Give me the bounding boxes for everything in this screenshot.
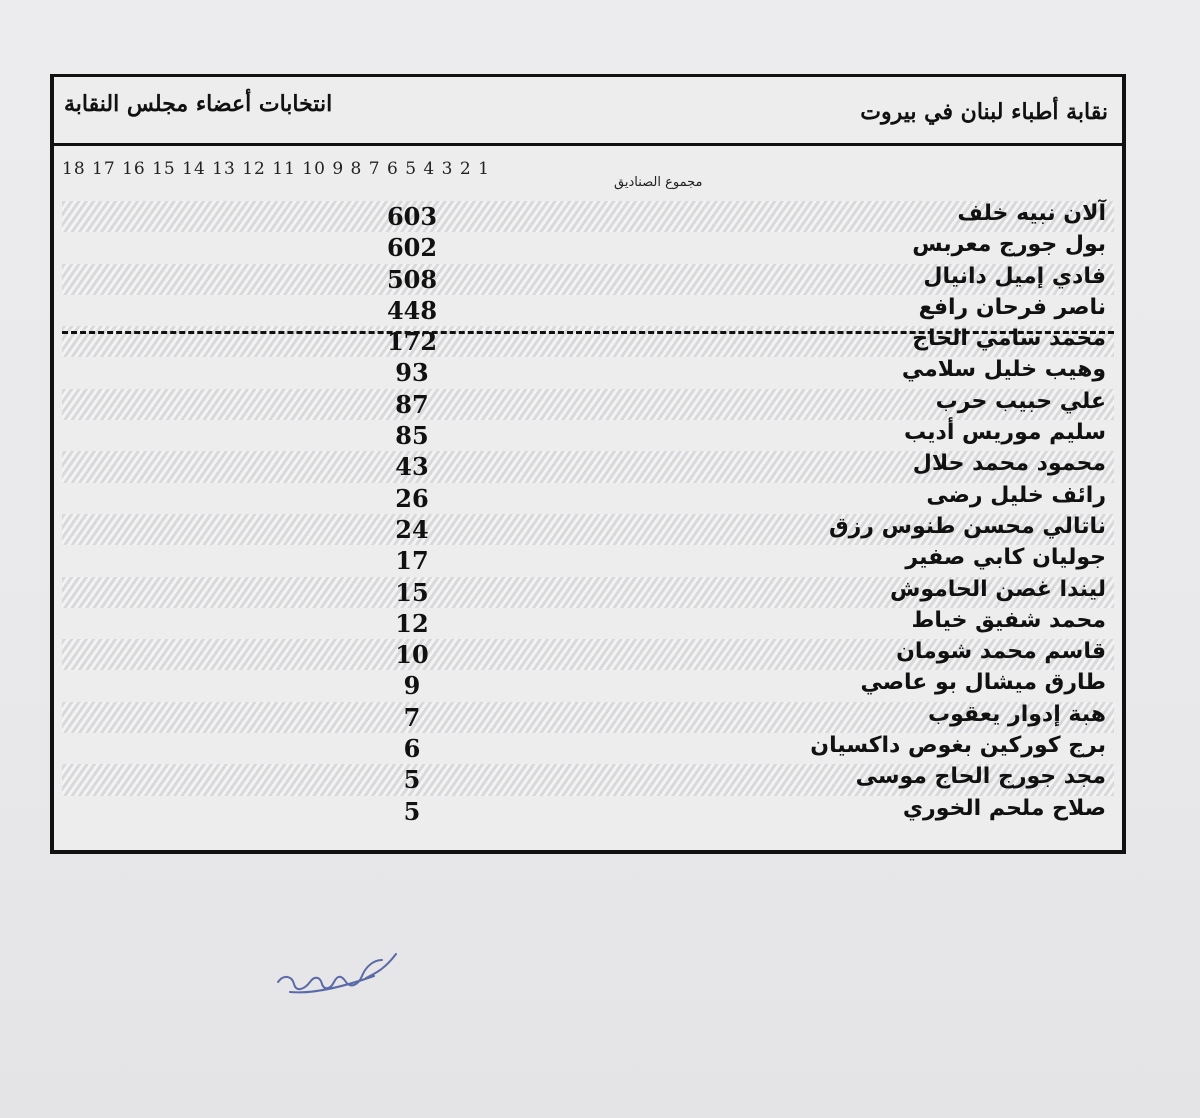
candidate-name: محمد سامي الحاج (912, 326, 1106, 352)
candidate-votes: 87 (395, 389, 429, 419)
table-row (62, 295, 1114, 326)
table-row (62, 264, 1114, 295)
candidate-name: جوليان كابي صفير (905, 545, 1106, 571)
candidate-name: فادي إميل دانيال (923, 263, 1106, 289)
signature (270, 930, 410, 1020)
candidate-name: مجد جورج الحاج موسى (855, 764, 1106, 790)
table-row (62, 357, 1114, 388)
candidate-votes: 603 (386, 202, 438, 231)
table-row (62, 639, 1114, 670)
candidate-list (62, 201, 1114, 827)
candidate-name: محمد شفيق خياط (911, 607, 1106, 633)
candidate-name: ليندا غصن الحاموش (890, 576, 1106, 602)
ballot-box-numbers: 18 17 16 15 14 13 12 11 10 9 8 7 6 5 4 3 2 1 (62, 159, 490, 179)
candidate-name: ناصر فرحان رافع (918, 294, 1106, 320)
table-row (62, 420, 1114, 451)
table-row (62, 514, 1114, 545)
table-row (62, 483, 1114, 514)
candidate-votes: 10 (395, 640, 429, 670)
table-row (62, 545, 1114, 576)
candidate-name: رائف خليل رضى (926, 482, 1106, 508)
candidate-votes: 448 (386, 295, 438, 325)
candidate-votes: 12 (395, 608, 429, 638)
candidate-name: طارق ميشال بو عاصي (860, 670, 1106, 696)
candidate-votes: 172 (386, 327, 438, 357)
table-row (62, 702, 1114, 733)
candidate-votes: 602 (386, 233, 438, 263)
candidate-name: بول جورج معربس (912, 232, 1106, 258)
candidate-name: علي حبيب حرب (935, 388, 1106, 414)
table-row (62, 796, 1114, 827)
candidate-votes: 17 (395, 546, 429, 576)
candidate-votes: 5 (403, 796, 421, 826)
candidate-name: هبة إدوار يعقوب (927, 701, 1106, 727)
table-row (62, 201, 1114, 232)
candidate-votes: 5 (403, 765, 421, 795)
candidate-votes: 85 (395, 421, 429, 451)
candidate-name: ناتالي محسن طنوس رزق (828, 513, 1106, 539)
table-row (62, 733, 1114, 764)
ballot-box-total-label: مجموع الصناديق (614, 175, 703, 190)
candidate-votes: 93 (395, 358, 429, 388)
candidate-name: سليم موريس أديب (904, 420, 1106, 446)
table-row (62, 764, 1114, 795)
table-row (62, 670, 1114, 701)
table-row (62, 451, 1114, 482)
candidate-name: آلان نبيه خلف (957, 201, 1106, 226)
table-row (62, 232, 1114, 263)
candidate-name: قاسم محمد شومان (896, 639, 1106, 665)
table-row (62, 577, 1114, 608)
candidate-name: محمود محمد حلال (912, 451, 1106, 477)
candidate-name: برج كوركين بغوص داكسيان (810, 733, 1106, 759)
table-row (62, 389, 1114, 420)
candidate-votes: 24 (395, 514, 429, 544)
candidate-votes: 508 (386, 264, 438, 294)
table-row (62, 608, 1114, 639)
winners-cutoff-line (62, 331, 1114, 334)
election-title: انتخابات أعضاء مجلس النقابة (64, 91, 333, 117)
candidate-votes: 26 (395, 483, 429, 513)
syndicate-title: نقابة أطباء لبنان في بيروت (860, 99, 1108, 125)
sheet-header (54, 77, 1122, 146)
candidate-votes: 7 (403, 702, 421, 732)
candidate-votes: 9 (403, 671, 421, 701)
results-sheet (50, 74, 1126, 854)
candidate-votes: 6 (403, 734, 421, 764)
candidate-name: صلاح ملحم الخوري (902, 795, 1106, 821)
candidate-name: وهيب خليل سلامي (901, 357, 1106, 383)
candidate-votes: 15 (395, 577, 429, 607)
candidate-votes: 43 (395, 452, 429, 482)
